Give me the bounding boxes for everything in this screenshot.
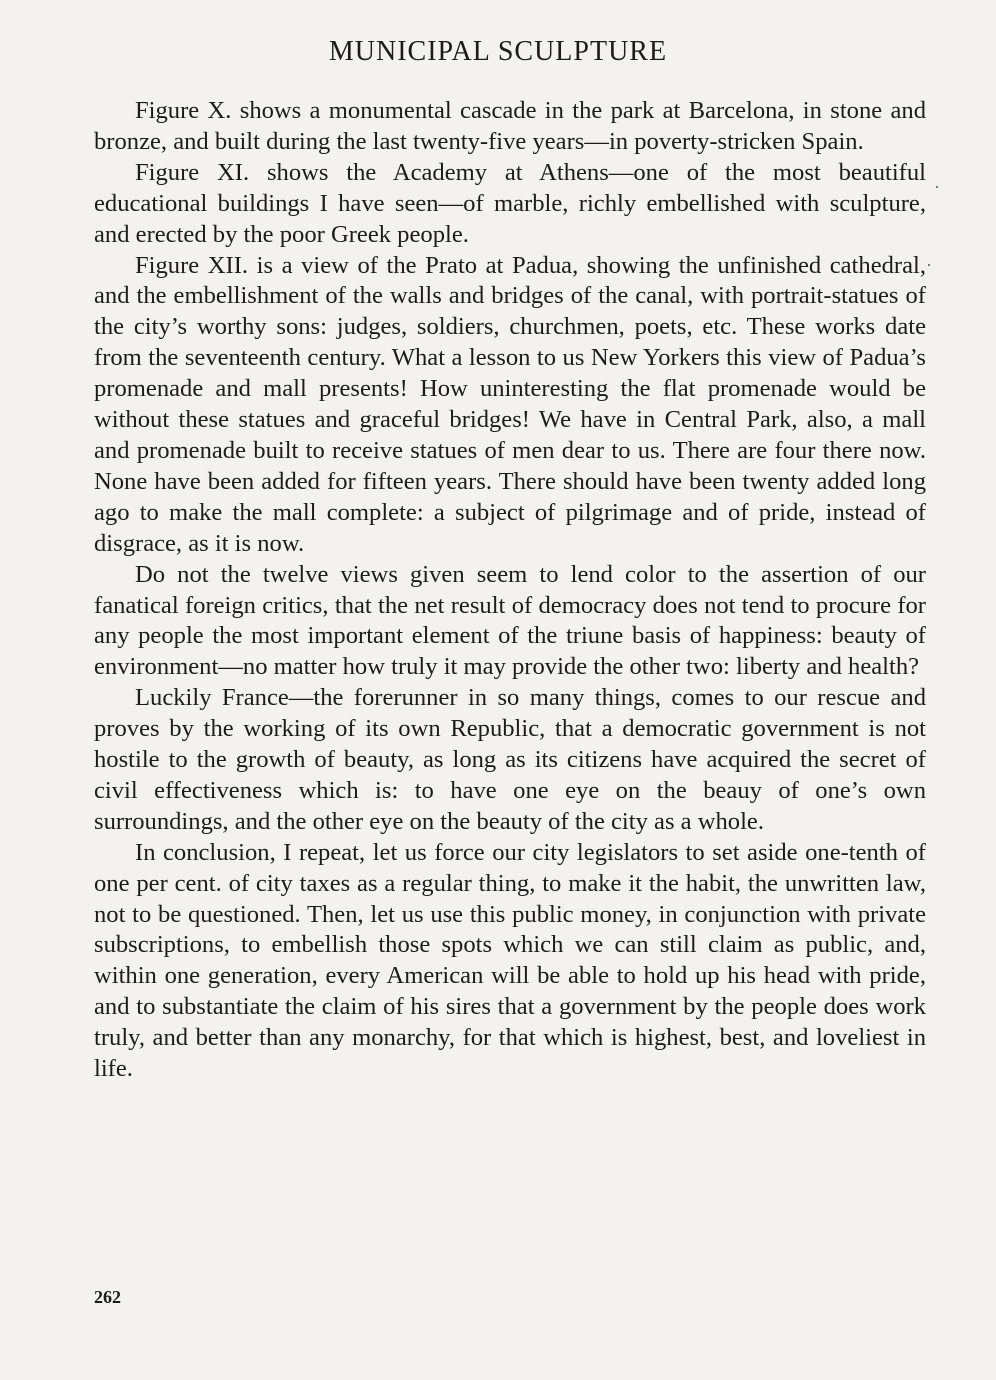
paragraph-democracy-question: Do not the twelve views given seem to lend color to the assertion of our fanatical foreign critics, that the net result of democracy does not tend to procure for any people the most important element of the triune basis of happiness: beauty of environment—no matter how truly it may provide the other two: liberty and health? [94, 560, 926, 681]
page-number: 262 [94, 1287, 121, 1307]
paragraph-figure-x: Figure X. shows a monumental cascade in the park at Barcelona, in stone and bronze, and built during the last twenty-five years—in poverty-stricken Spain. [94, 97, 926, 155]
paragraph-figure-xi: Figure XI. shows the Academy at Athens—one of the most beautiful educational buildings I have seen—of marble, richly embellished with sculpture, and erected by the poor Greek people. [94, 158, 926, 248]
running-head: MUNICIPAL SCULPTURE [328, 36, 668, 67]
ink-speck [936, 186, 938, 188]
paragraph-figure-xii: Figure XII. is a view of the Prato at Padua, showing the unfinished cathedral, and the embellishment of the walls and bridges of the canal, with portrait-statues of the city’s worthy sons: judges, soldiers, churchmen, poets, etc. These works date from the seventeenth century. What a lesson to us New Yorkers this view of Padua’s promenade and mall presents! How uninteresting the flat promenade would be without these statues and graceful bridges! We have in Central Park, also, a mall and promenade built to receive statues of men dear to us. There are four there now. None have been added for fifteen years. There should have been twenty added long ago to make the mall complete: a subject of pilgrimage and of pride, instead of disgrace, as it is now. [94, 251, 926, 557]
body-text [94, 96, 926, 1085]
paragraph-conclusion: In conclusion, I repeat, let us force our city legislators to set aside one-tenth of one per cent. of city taxes as a regular thing, to make it the habit, the unwritten law, not to be questioned. Then, let us use this public money, in conjunction with private subscriptions, to embellish those spots which we can still claim as public, and, within one generation, every American will be able to hold up his head with pride, and to substantiate the claim of his sires that a government by the people does work truly, and better than any monarchy, for that which is highest, best, and loveliest in life. [94, 838, 926, 1083]
paragraph-france: Luckily France—the forerunner in so many things, comes to our rescue and proves by the working of its own Republic, that a democratic government is not hostile to the growth of beauty, as long as its citizens have acquired the secret of civil effectiveness which is: to have one eye on the beauy of one’s own surroundings, and the other eye on the beauty of the city as a whole. [94, 684, 926, 835]
ink-speck [928, 264, 930, 266]
